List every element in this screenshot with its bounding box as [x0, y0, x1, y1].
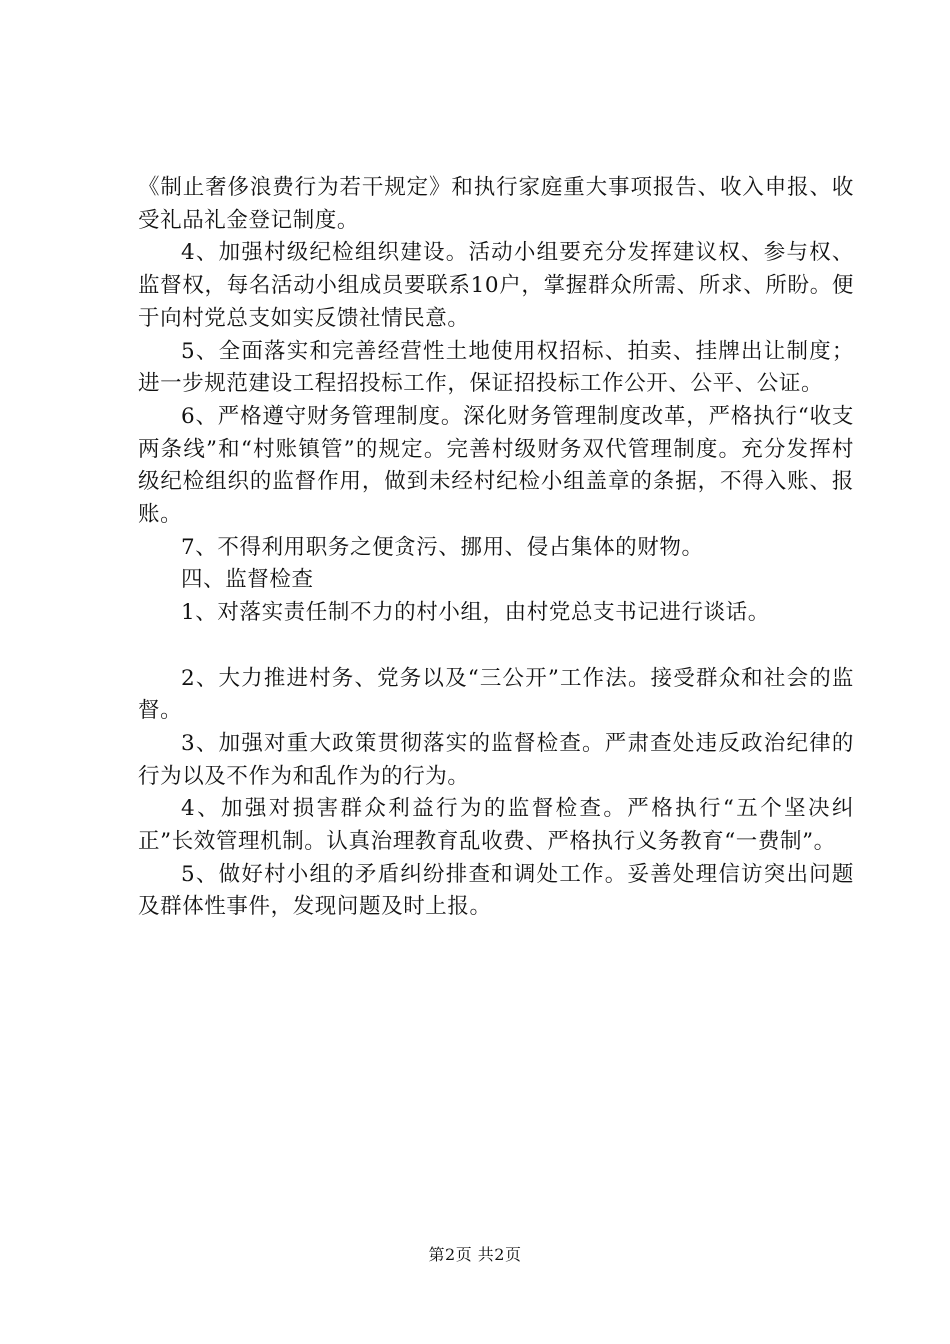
paragraph-item-5-land-bidding: 5、全面落实和完善经营性土地使用权招标、拍卖、挂牌出让制度；进一步规范建设工程招投标工作，保证招投标工作公开、公平、公证。 — [138, 338, 854, 397]
paragraph-item-4-discipline-org: 4、加强村级纪检组织建设。活动小组要充分发挥建议权、参与权、监督权，每名活动小组成员要联系10户，掌握群众所需、所求、所盼。便于向村党总支如实反馈社情民意。 — [138, 240, 854, 331]
paragraph-supervision-4: 4、加强对损害群众利益行为的监督检查。严格执行“五个坚决纠正”长效管理机制。认真治理教育乱收费、严格执行义务教育“一费制”。 — [138, 796, 854, 855]
paragraph-item-7-no-embezzlement: 7、不得利用职务之便贪污、挪用、侵占集体的财物。 — [181, 534, 704, 560]
paragraph-supervision-1: 1、对落实责任制不力的村小组，由村党总支书记进行谈话。 — [181, 600, 770, 626]
paragraph-item-6-finance: 6、严格遵守财务管理制度。深化财务管理制度改革，严格执行“收支两条线”和“村账镇管”的规定。完善村级财务双代管理制度。充分发挥村级纪检组织的监督作用，做到未经村纪检小组盖章的条据，不得入账、报账。 — [138, 403, 854, 528]
paragraph-intro: 《制止奢侈浪费行为若干规定》和执行家庭重大事项报告、收入申报、收受礼品礼金登记制度。 — [138, 175, 854, 233]
paragraph-supervision-5: 5、做好村小组的矛盾纠纷排查和调处工作。妥善处理信访突出问题及群体性事件，发现问题及时上报。 — [138, 861, 854, 920]
page-number-footer: 第2页 共2页 — [428, 1245, 522, 1264]
document-body — [138, 172, 854, 924]
section-heading-supervision: 四、监督检查 — [181, 567, 314, 593]
paragraph-supervision-2: 2、大力推进村务、党务以及“三公开”工作法。接受群众和社会的监督。 — [138, 665, 854, 724]
paragraph-supervision-3: 3、加强对重大政策贯彻落实的监督检查。严肃查处违反政治纪律的行为以及不作为和乱作为的行为。 — [138, 730, 854, 789]
